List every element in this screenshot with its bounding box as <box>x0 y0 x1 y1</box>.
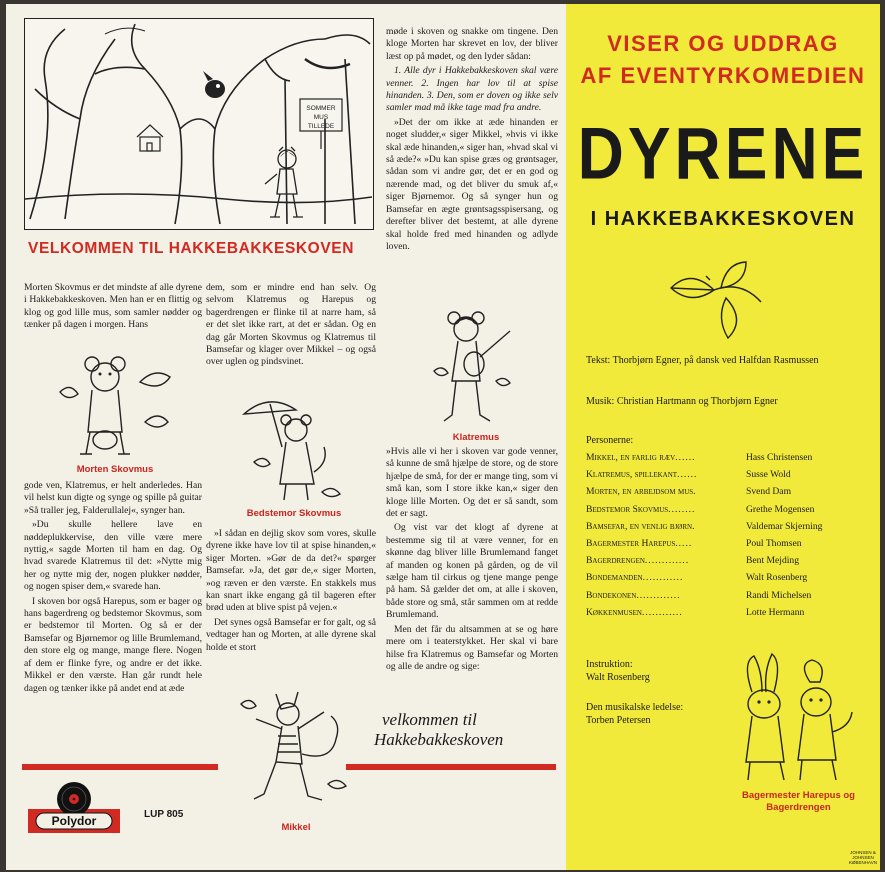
personerne-label: Personerne: <box>586 435 634 446</box>
caption-mikkel: Mikkel <box>281 822 311 833</box>
morten-skovmus-illustration <box>50 352 180 464</box>
ledelse-label: Den musikalske ledelse: <box>586 702 684 713</box>
cast-actor: Walt Rosenberg <box>746 572 808 584</box>
cast-role: Bagerdrengen <box>586 555 645 567</box>
text-column-1-bottom <box>24 480 202 697</box>
cast-dots: ............. <box>636 589 681 601</box>
caption-klatremus: Klatremus <box>452 432 500 443</box>
handwritten-greeting <box>374 710 503 750</box>
caption-bedstemor: Bedstemor Skovmus <box>246 508 342 519</box>
mikkel-fox-illustration <box>236 684 356 819</box>
harepus-bagerdreng-illustration <box>732 652 862 784</box>
catalog-number: LUP 805 <box>144 809 184 820</box>
paragraph: Morten Skovmus er det mindste af alle dyrene i Hakkebakkeskoven. Men han er en flittig og klog og god lille mus, som samler nødder og tænker på dagen i morgen. Hans <box>24 282 202 331</box>
cast-dots: . <box>693 486 697 498</box>
cast-row <box>586 469 866 486</box>
paragraph: dem, som er mindre end han selv. Og selvom Klatremus og Harepus og bagerdrengen er flinke til at narre ham, så er det slet ikke rart, at det er sådan. Og en dag går Morten Skovmus og Klatremus til Bamsefar og klager over Mikkel – og også over uglen og pindsvinet. <box>206 282 376 368</box>
welcome-heading: VELKOMMEN TIL HAKKEBAKKESKOVEN <box>28 240 355 257</box>
polydor-logo <box>24 779 124 839</box>
text-column-1-top <box>24 282 202 334</box>
cast-role: Bondemanden <box>586 572 643 584</box>
forest-illustration <box>24 18 374 230</box>
cast-role: Bagermester Harepus <box>586 537 676 549</box>
cast-row <box>586 590 866 607</box>
cast-role: Mikkel, en farlig ræv <box>586 452 676 463</box>
cast-dots: ............ <box>642 572 684 584</box>
cast-role: Bedstemor Skovmus <box>586 503 669 515</box>
cast-row <box>586 572 866 589</box>
cast-list <box>586 452 866 624</box>
cast-dots: . <box>692 520 696 532</box>
sign-line-2: MUS <box>313 114 329 121</box>
cast-row <box>586 521 866 538</box>
cast-row <box>586 486 866 503</box>
cast-actor: Poul Thomsen <box>746 537 802 549</box>
cast-role: Køkkenmusen <box>586 606 642 618</box>
house-icon <box>137 125 163 151</box>
cast-dots: ..... <box>675 537 693 549</box>
law-paragraph: 1. Alle dyr i Hakkebakkeskoven skal være venner. 2. Ingen har lov til at spise hinanden. 3. Den, som er doven og ikke selv samler mad må ikke tage mad fra andre. <box>386 65 558 114</box>
text-column-2-middle <box>206 528 376 656</box>
cast-actor: Randi Michelsen <box>746 589 812 601</box>
cast-row <box>586 452 866 469</box>
ledelse-name: Torben Petersen <box>586 715 651 726</box>
cast-role: Klatremus, spillekant <box>586 469 678 481</box>
subtitle-line-2: AF EVENTYRKOMEDIEN <box>580 63 866 88</box>
sign-line-3: TILLEDE <box>307 123 335 130</box>
klatremus-illustration <box>426 309 526 431</box>
cast-actor: Hass Christensen <box>746 452 813 463</box>
instruktion-label: Instruktion: <box>586 659 633 670</box>
cast-row <box>586 555 866 572</box>
cast-role: Morten, en arbejdsom mus <box>586 486 694 498</box>
cast-actor: Svend Dam <box>746 486 792 498</box>
text-column-3-top <box>386 26 558 255</box>
cover-subtitle <box>566 28 880 92</box>
cast-actor: Bent Mejding <box>746 555 800 567</box>
left-panel <box>6 4 566 870</box>
paragraph: »Det der om ikke at æde hinanden er noget sludder,« siger Mikkel, »hvis vi ikke skal æde hinanden,« siger han, »hvad skal vi så æde?« »Du kan spise græs og grøntsager, sådan som vi andre gør, det er en god og nærende mad, og det bliver du smuk af,« siger Bjørnemor. Og så synger hun og Bamsefar en ægte grøntsagsspisersang, og derefter bliver det bestemt, at alle dyrene skal holde fred med hinanden og adlyde loven. <box>386 116 558 252</box>
paragraph: gode ven, Klatremus, er helt anderledes. Han vil helst kun digte og synge og spille på guitar »Så traller jeg, Falderullalej«, synger han. <box>24 480 202 516</box>
paragraph: Og vist var det klogt af dyrene at bestemme sig til at være venner, for en skønne dag bliver lille Brumlemand fanget af manden og konen på gården, og de vil sælge ham til cirkus og tjene mange penge på ham. Så gælder det om, at alle i skoven, både store og små, står sammen om at redde Brumlemand. <box>386 522 558 621</box>
cast-dots: ...... <box>677 469 698 481</box>
album-title: DYRENE <box>577 111 869 195</box>
text-column-3-bottom <box>386 446 558 675</box>
paragraph: møde i skoven og snakke om tingene. Den kloge Morten har skrevet en lov, der bliver læst op på mødet, og den lyder sådan: <box>386 26 558 62</box>
cast-actor: Susse Wold <box>746 469 791 481</box>
red-rule-right <box>346 764 556 770</box>
polydor-brand-text: Polydor <box>51 814 97 828</box>
cast-dots: ............. <box>644 555 690 567</box>
right-panel <box>566 4 880 870</box>
paragraph: »Hvis alle vi her i skoven var gode venner, så kunne de små hjælpe de store, og de store hjælpe de små, for der er mange ting, som vi små kan, som I store ikke kan,« siger den kloge lille Morten. Og det er så sandt, som det er sagt. <box>386 446 558 520</box>
cast-dots: ............ <box>641 606 683 618</box>
bedstemor-skovmus-illustration <box>234 392 354 507</box>
caption-morten: Morten Skovmus <box>76 464 154 475</box>
cast-actor: Grethe Mogensen <box>746 503 815 515</box>
sign-line-1: SOMMER <box>306 105 336 112</box>
handwritten-line-2: Hakkebakkeskoven <box>374 730 504 749</box>
record-sleeve-back <box>6 4 880 870</box>
paragraph: Men det får du altsammen at se og høre mere om i teaterstykket. Her skal vi bare hilse fra Klatremus og Bamsefar og Morten og alle de andre og sige: <box>386 623 558 672</box>
cast-row <box>586 607 866 624</box>
paragraph: »Du skulle hellere lave en nøddeplukkervise, den ville være mere nyttig,« sagde Morten til ham en dag. Og hvad svarede Klatremus til det: »Nytte mig her og nytte mig der, nogen plukker nødder, og nogen spiser dem,« svarede han. <box>24 519 202 593</box>
forest-drawing <box>25 19 372 228</box>
paragraph: Det synes også Bamsefar er for galt, og så vedtager han og Morten, at alle dyrene skal holde et stort <box>206 616 376 653</box>
paragraph: »I sådan en dejlig skov som vores, skulle dyrene ikke have lov til at spise hinanden,« siger Morten. »Gør de da det?« spørger Bamsefar. »Ja, det gør de,« siger Morten, »og ræven er den værste. En stakkels mus kan snart ikke engang gå til bageren efter brød uden at blive spist på vejen.« <box>206 528 376 614</box>
cast-dots: ........ <box>668 503 696 515</box>
leaves-icon <box>666 258 776 342</box>
instruktion-name: Walt Rosenberg <box>586 672 650 683</box>
cast-dots: ...... <box>675 452 696 463</box>
cast-role: Bamsefar, en venlig bjørn <box>586 520 693 532</box>
caption-bager: Bagermester Harepus og Bagerdrengen <box>742 790 855 813</box>
album-title-sub: I HAKKEBAKKESKOVEN <box>590 208 856 230</box>
handwritten-line-1: velkommen til <box>382 710 477 729</box>
cast-row <box>586 504 866 521</box>
cast-row <box>586 538 866 555</box>
red-rule-left <box>22 764 218 770</box>
cast-role: Bondekonen <box>586 589 637 601</box>
credits-tekst: Tekst: Thorbjørn Egner, på dansk ved Halfdan Rasmussen <box>586 355 819 366</box>
printer-credit: JOHNSEN & JOHNSEN KØBENHAVN <box>849 850 877 865</box>
cast-actor: Lotte Hermann <box>746 606 805 618</box>
cast-actor: Valdemar Skjerning <box>746 520 823 532</box>
subtitle-line-1: VISER OG UDDRAG <box>607 31 839 56</box>
credits-musik: Musik: Christian Hartmann og Thorbjørn Egner <box>586 396 778 407</box>
text-column-2-top <box>206 282 376 371</box>
paragraph: I skoven bor også Harepus, som er bager og hans bagerdreng og bedstemor Skovmus, som er bedstemor til Morten. Og så er der Bamsefar og Bjørnemor og lille Brumlemand, den store elg og mange, mange flere. Nogen af dem er flinke fyre, og andre er det ikke. Mikkel er den værste. Han går rundt hele dagen og tænker ikke på andet end at æde <box>24 595 202 694</box>
